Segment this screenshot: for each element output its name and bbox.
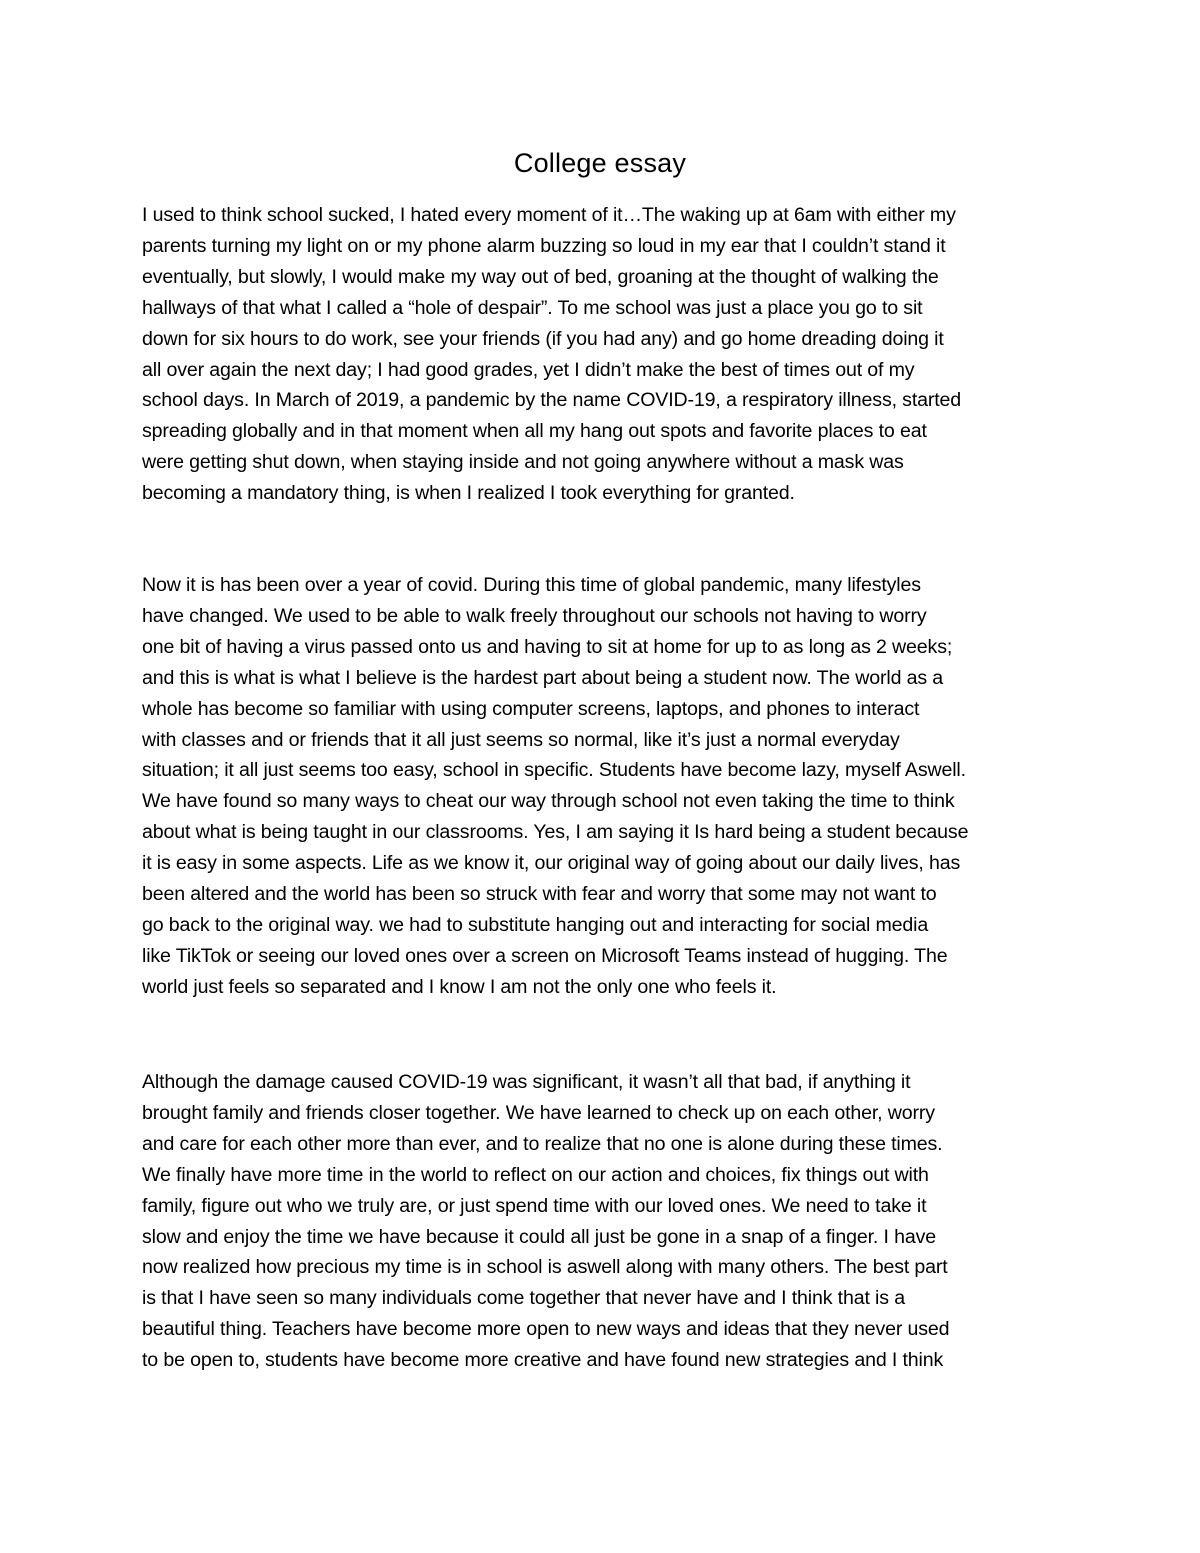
paragraph-line: school days. In March of 2019, a pandemic by the name COVID-19, a respiratory illness, started	[142, 389, 962, 412]
paragraph-line: parents turning my light on or my phone alarm buzzing so loud in my ear that I couldn’t stand it	[142, 234, 946, 257]
paragraph-line: and care for each other more than ever, and to realize that no one is alone during these times.	[142, 1132, 943, 1155]
paragraph-line: is that I have seen so many individuals come together that never have and I think that is a	[142, 1287, 905, 1310]
paragraph-line: all over again the next day; I had good grades, yet I didn’t make the best of times out of my	[142, 358, 915, 381]
paragraph-line: world just feels so separated and I know I am not the only one who feels it.	[142, 975, 777, 998]
paragraph-line: about what is being taught in our classrooms. Yes, I am saying it Is hard being a student because	[142, 821, 969, 844]
paragraph-line: We have found so many ways to cheat our way through school not even taking the time to think	[142, 790, 955, 813]
paragraph-line: Now it is has been over a year of covid. During this time of global pandemic, many lifestyles	[142, 574, 921, 596]
paragraph-line: spreading globally and in that moment when all my hang out spots and favorite places to eat	[142, 420, 927, 443]
paragraph-line: to be open to, students have become more creative and have found new strategies and I think	[142, 1349, 944, 1372]
paragraph-line: with classes and or friends that it all just seems so normal, like it’s just a normal everyday	[142, 728, 900, 751]
paragraph-line: situation; it all just seems too easy, school in specific. Students have become lazy, myself Aswell.	[142, 759, 966, 782]
paragraph-line: beautiful thing. Teachers have become more open to new ways and ideas that they never used	[142, 1318, 950, 1341]
paragraph-2	[142, 570, 1062, 1003]
paragraph-line: were getting shut down, when staying inside and not going anywhere without a mask was	[142, 451, 904, 474]
paragraph-line: hallways of that what I called a “hole of despair”. To me school was just a place you go to sit	[142, 296, 923, 319]
paragraph-line: I used to think school sucked, I hated every moment of it…The waking up at 6am with either my	[142, 204, 956, 226]
paragraph-line: eventually, but slowly, I would make my way out of bed, groaning at the thought of walking the	[142, 265, 939, 288]
paragraph-line: We finally have more time in the world to reflect on our action and choices, fix things out with	[142, 1163, 929, 1186]
paragraph-line: go back to the original way. we had to substitute hanging out and interacting for social media	[142, 913, 929, 936]
paragraph-line: family, figure out who we truly are, or just spend time with our loved ones. We need to take it	[142, 1194, 927, 1217]
paragraph-line: becoming a mandatory thing, is when I realized I took everything for granted.	[142, 482, 795, 505]
paragraph-line: one bit of having a virus passed onto us and having to sit at home for up to as long as 2 weeks;	[142, 635, 953, 658]
paragraph-line: down for six hours to do work, see your friends (if you had any) and go home dreading doing it	[142, 327, 944, 350]
paragraph-line: whole has become so familiar with using computer screens, laptops, and phones to interact	[142, 697, 920, 720]
paragraph-line: now realized how precious my time is in school is aswell along with many others. The best part	[142, 1256, 948, 1279]
paragraph-line: it is easy in some aspects. Life as we know it, our original way of going about our daily lives, has	[142, 852, 961, 875]
paragraph-line: like TikTok or seeing our loved ones over a screen on Microsoft Teams instead of hugging. The	[142, 944, 948, 967]
paragraph-line: slow and enjoy the time we have because it could all just be gone in a snap of a finger. I have	[142, 1225, 936, 1248]
paragraph-1	[142, 200, 1062, 509]
paragraph-line: Although the damage caused COVID-19 was significant, it wasn’t all that bad, if anything it	[142, 1071, 911, 1093]
paragraph-line: brought family and friends closer together. We have learned to check up on each other, worry	[142, 1101, 935, 1124]
paragraph-line: and this is what is what I believe is the hardest part about being a student now. The world as a	[142, 666, 944, 689]
document-title: College essay	[513, 148, 687, 178]
paragraph-line: been altered and the world has been so struck with fear and worry that some may not want to	[142, 883, 937, 906]
paragraph-line: have changed. We used to be able to walk freely throughout our schools not having to worry	[142, 604, 927, 627]
paragraph-3	[142, 1067, 1062, 1376]
